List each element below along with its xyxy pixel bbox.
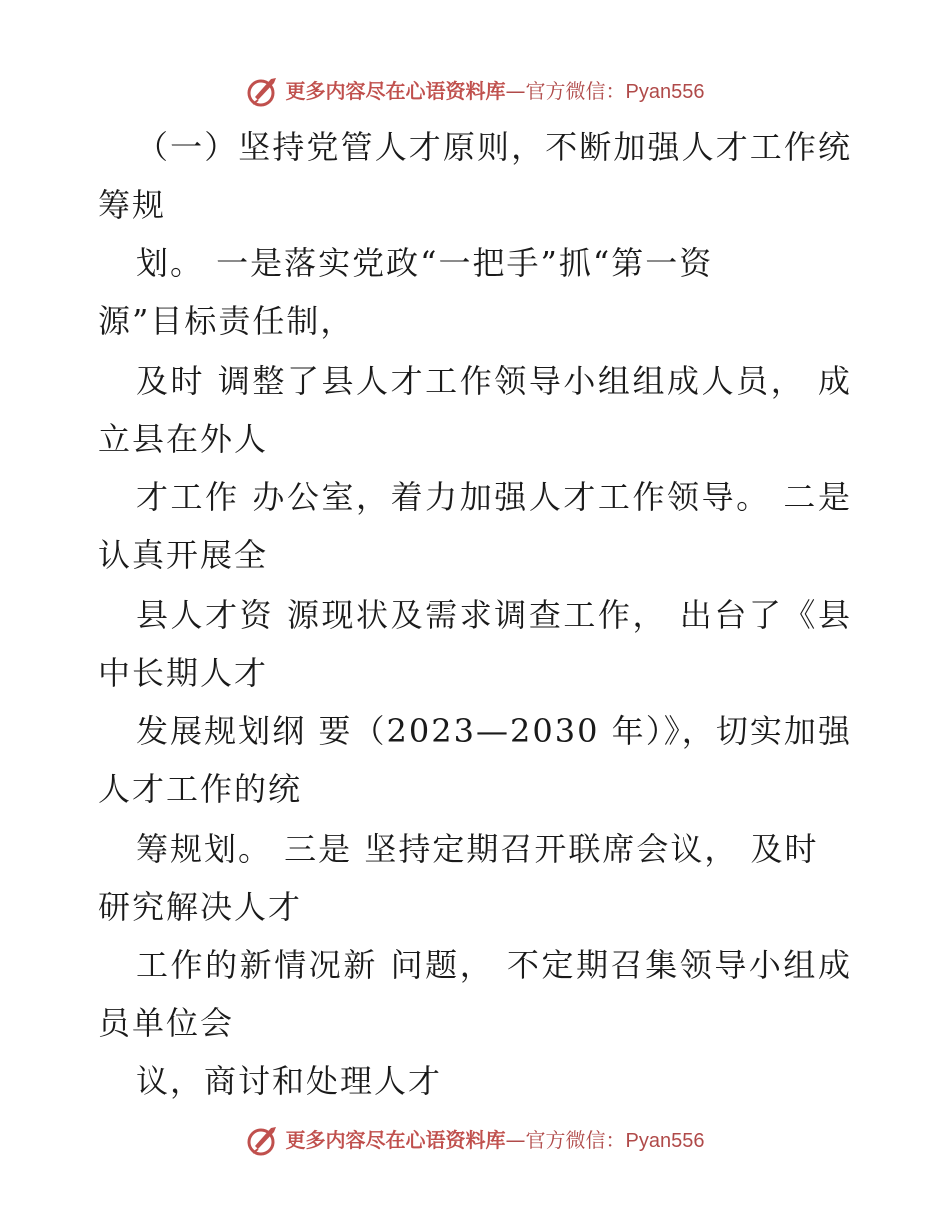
body-line: 中长期人才 bbox=[98, 654, 269, 692]
body-line: 县人才资 源现状及需求调查工作， 出台了《县 bbox=[136, 596, 852, 634]
watermark-wechat-id: Pyan556 bbox=[625, 80, 705, 103]
body-line: 立县在外人 bbox=[98, 420, 269, 458]
watermark-separator: — bbox=[505, 1127, 526, 1152]
body-line: 才工作 办公室，着力加强人才工作领导。 二是 bbox=[136, 478, 852, 516]
body-line: 及时 调整了县人才工作领导小组组成人员， 成 bbox=[136, 362, 852, 400]
watermark-label: 官方微信： bbox=[525, 78, 626, 103]
quill-logo-icon bbox=[246, 1123, 280, 1157]
body-line: 员单位会 bbox=[98, 1004, 235, 1042]
watermark-site: 更多内容尽在心语资料库 bbox=[285, 1127, 506, 1152]
body-line: 认真开展全 bbox=[98, 536, 269, 574]
body-line: 研究解决人才 bbox=[98, 888, 303, 926]
body-line: 筹规 bbox=[98, 186, 167, 224]
body-line: 筹规划。 三是 坚持定期召开联席会议， 及时 bbox=[136, 830, 819, 868]
watermark-site: 更多内容尽在心语资料库 bbox=[285, 78, 506, 103]
body-line: 发展规划纲 要（2023—2030 年）》，切实加强 bbox=[136, 712, 852, 750]
body-line: 议，商讨和处理人才 bbox=[136, 1062, 443, 1100]
body-line: 人才工作的统 bbox=[98, 770, 303, 808]
body-line: （一）坚持党管人才原则，不断加强人才工作统 bbox=[136, 128, 852, 166]
body-line: 工作的新情况新 问题， 不定期召集领导小组成 bbox=[136, 946, 852, 984]
body-line: 源”目标责任制， bbox=[98, 302, 355, 340]
footer-watermark bbox=[0, 1120, 950, 1160]
watermark-label: 官方微信： bbox=[525, 1127, 626, 1152]
watermark-wechat-id: Pyan556 bbox=[625, 1129, 705, 1152]
body-line: 划。 一是落实党政“一把手”抓“第一资 bbox=[136, 244, 714, 282]
watermark-separator: — bbox=[505, 78, 526, 103]
watermark-text bbox=[285, 1127, 705, 1152]
